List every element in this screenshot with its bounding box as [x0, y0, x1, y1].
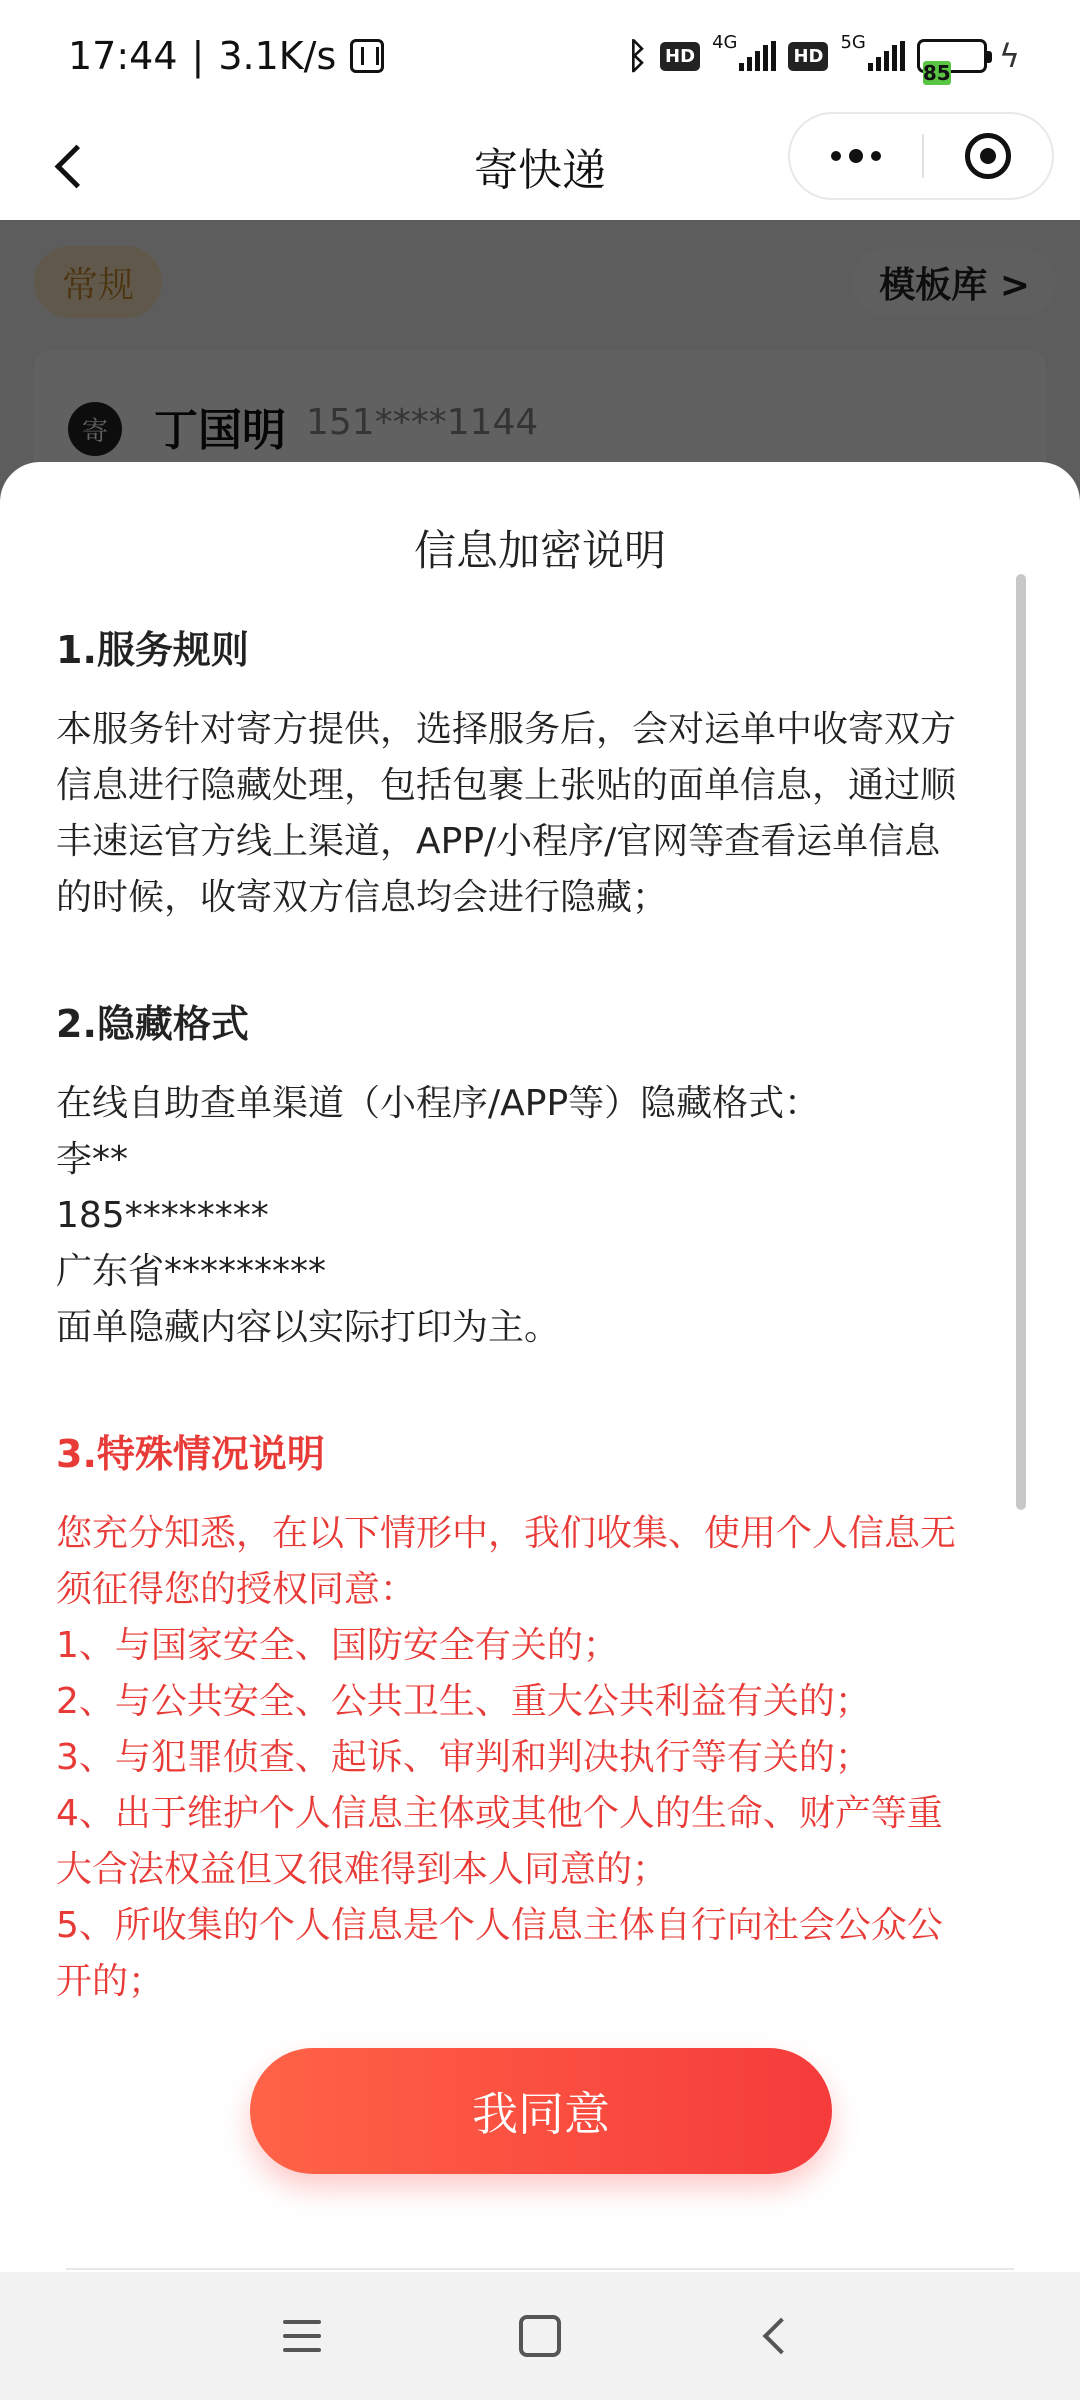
service-rules-text: [56, 702, 1022, 926]
page-title: 寄快递: [474, 145, 606, 196]
charging-icon: ϟ: [998, 37, 1020, 75]
status-left: [68, 34, 384, 78]
hd-badge: HD: [788, 42, 828, 71]
battery-level: 85: [922, 61, 951, 85]
text-line: 丰速运官方线上渠道，APP/小程序/官网等查看运单信息: [56, 821, 941, 862]
text-line: 面单隐藏内容以实际打印为主。: [56, 1307, 561, 1348]
miniprogram-capsule: [788, 112, 1054, 200]
hidden-format-text: [56, 1076, 1022, 1356]
text-line: 1、与国家安全、国防安全有关的；: [56, 1625, 619, 1666]
more-options-button[interactable]: [790, 149, 922, 163]
home-button[interactable]: [510, 2306, 570, 2366]
text-line: 在线自助查单渠道（小程序/APP等）隐藏格式：: [56, 1083, 821, 1124]
status-time: 17:44: [68, 34, 178, 78]
nfc-icon: [350, 39, 384, 73]
text-line: 信息进行隐藏处理，包括包裹上张贴的面单信息，通过顺: [56, 765, 957, 806]
text-line: 4、出于维护个人信息主体或其他个人的生命、财产等重: [56, 1793, 943, 1834]
text-line: 您充分知悉，在以下情形中，我们收集、使用个人信息无: [56, 1513, 957, 1554]
modal-title: 信息加密说明: [413, 526, 666, 575]
recent-apps-button[interactable]: [272, 2306, 332, 2366]
network-type-label: 5G: [840, 31, 866, 53]
section-heading-hidden-format: 2.隐藏格式: [56, 1002, 249, 1046]
status-separator: |: [191, 34, 205, 78]
text-line: 李**: [56, 1139, 129, 1180]
text-line: 5、所收集的个人信息是个人信息主体自行向社会公众公: [56, 1905, 943, 1946]
text-line: 2、与公共安全、公共卫生、重大公共利益有关的；: [56, 1681, 871, 1722]
agree-button[interactable]: 我同意: [250, 2048, 832, 2174]
section-heading-service-rules: 1.服务规则: [56, 628, 249, 672]
battery-icon: [917, 39, 987, 85]
hd-badge: HD: [660, 42, 700, 71]
text-line: 的时候，收寄双方信息均会进行隐藏；: [56, 877, 669, 918]
text-line: 本服务针对寄方提供，选择服务后，会对运单中收寄双方: [56, 709, 957, 750]
bluetooth-icon: ᛒ: [626, 35, 649, 77]
network-speed: 3.1K/s: [218, 34, 337, 78]
text-line: 3、与犯罪侦查、起诉、审判和判决执行等有关的；: [56, 1737, 871, 1778]
system-nav-bar: [0, 2272, 1080, 2400]
network-type-label: 4G: [712, 31, 738, 53]
signal-icon: [868, 41, 905, 71]
text-line: 广东省*********: [56, 1251, 327, 1292]
modal-content: [56, 622, 1022, 2010]
close-miniprogram-button[interactable]: [924, 133, 1052, 179]
text-line: 须征得您的授权同意：: [56, 1569, 417, 1610]
text-line: 大合法权益但又很难得到本人同意的；: [56, 1849, 669, 1890]
text-line: 185********: [56, 1195, 269, 1236]
back-button[interactable]: [40, 136, 100, 196]
signal-icon: [739, 41, 776, 71]
text-line: 开的；: [56, 1961, 165, 2002]
target-icon: [965, 133, 1011, 179]
nav-header: [0, 112, 1080, 220]
status-right: [626, 31, 1020, 85]
info-encryption-modal: [0, 462, 1080, 2272]
section-heading-special-cases: 3.特殊情况说明: [56, 1432, 325, 1476]
system-back-button[interactable]: [746, 2306, 806, 2366]
divider: [66, 2268, 1014, 2270]
special-cases-text: [56, 1506, 1022, 2010]
status-bar: [0, 0, 1080, 112]
